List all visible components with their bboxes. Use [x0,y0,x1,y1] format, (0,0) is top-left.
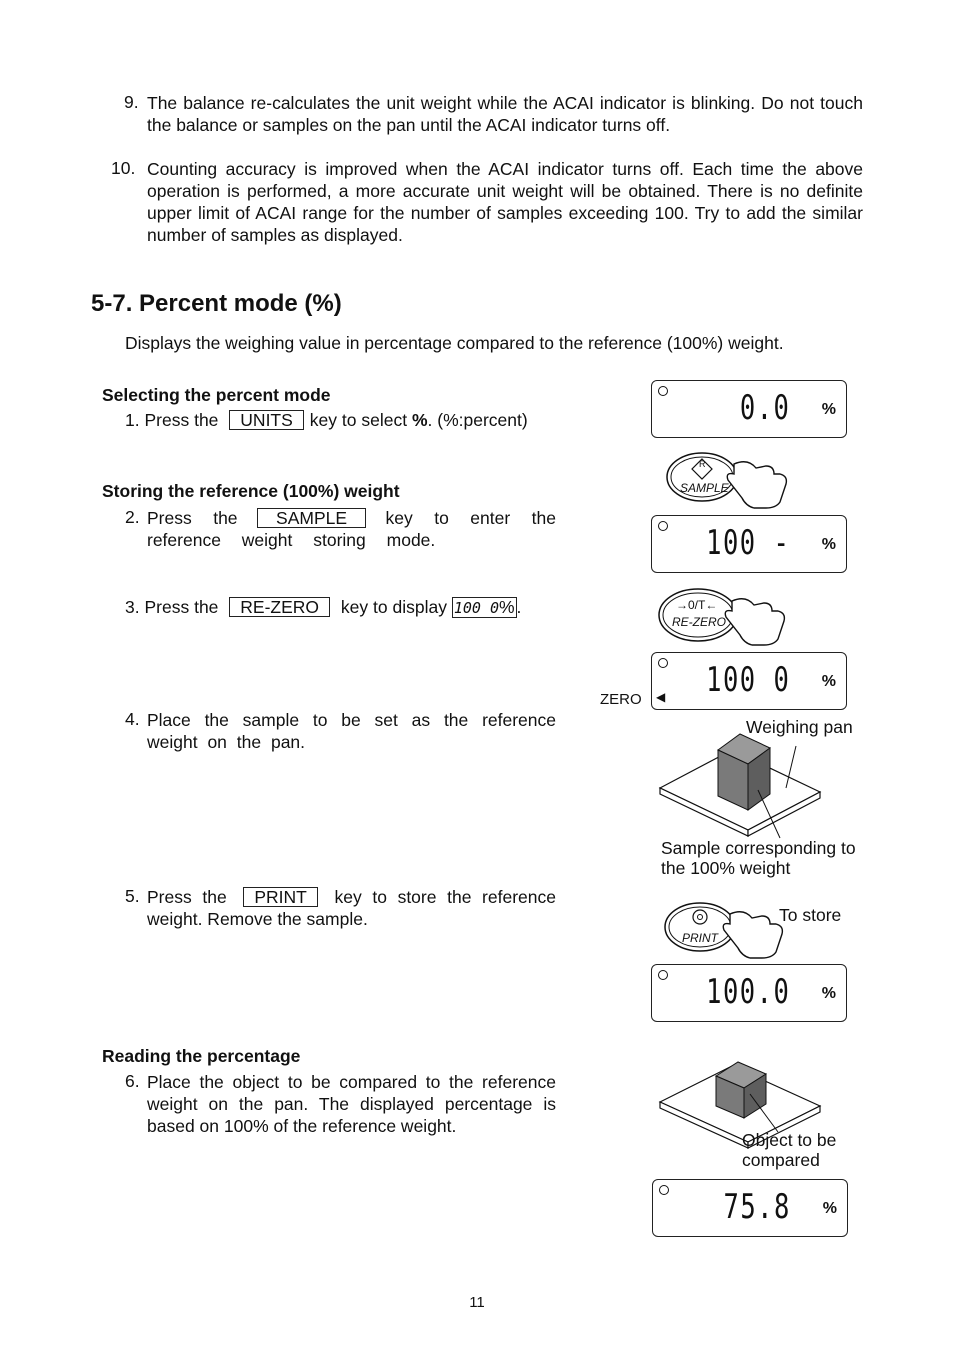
lcd-unit: % [821,401,836,418]
print-button-illustration [662,900,790,958]
lcd-value: 0.0 [739,388,790,428]
re-zero-button-symbol: →0/T← [676,598,718,612]
lcd-display [652,1179,848,1237]
inline-display [452,597,517,618]
step-number: 2. [125,507,140,527]
print-key: PRINT [243,887,318,907]
step-1 [125,410,528,431]
stable-indicator [658,386,668,396]
zero-label: ZERO [600,691,642,708]
step-text: Press the [144,597,219,617]
lcd-unit: % [821,673,836,690]
stable-indicator [658,658,668,668]
item-9-text: The balance re-calculates the unit weight while the ACAI indicator is blinking. Do not touch the balance or samples on the pan until the ACAI indicator turns off. [147,93,863,135]
step-3 [125,597,521,618]
step-6-text: Place the object to be compared to the reference weight on the pan. The displayed percentage is based on 100% of the reference weight. [147,1072,556,1136]
lcd-unit: % [821,536,836,553]
step-text: . [516,597,522,617]
step-number: 5. [125,886,140,906]
lcd-unit: % [821,985,836,1002]
page-number: 11 [469,1294,485,1311]
stable-indicator [658,521,668,531]
item-number: 10. [111,158,136,178]
subsection-title: Reading the percentage [102,1046,301,1066]
section-intro: Displays the weighing value in percentage compared to the reference (100%) weight. [125,333,784,353]
item-number: 9. [124,92,139,112]
step-text: Press the [147,508,238,528]
stable-indicator [659,1185,669,1195]
step-2 [147,507,556,551]
step-number: 6. [125,1071,140,1091]
subsection-title: Selecting the percent mode [102,385,331,405]
sample-key: SAMPLE [257,508,366,528]
step-text: Press the [147,887,227,907]
inline-display-value: 100 0 [453,599,499,617]
stable-indicator [658,970,668,980]
step-text: key to enter the reference weight storing mode. [147,508,556,550]
lcd-display [651,380,847,438]
lcd-value: 100.0 [705,972,790,1012]
inline-display-unit: % [498,597,515,617]
lcd-value: 100 0 [705,660,790,700]
step-text: Press the [144,410,219,430]
step-number: 3. [125,597,140,617]
step-text: key to store the reference weight. Remove the sample. [147,887,556,929]
step-number: 4. [125,709,140,729]
step-4-text: Place the sample to be set as the reference weight on the pan. [147,710,556,752]
sample-button-label: SAMPLE [680,481,729,495]
lcd-value: 75.8 [723,1187,791,1227]
step-text: key to display [340,597,447,617]
lcd-unit: % [822,1200,837,1217]
lcd-display [651,515,847,573]
sample-button-illustration [664,450,794,508]
step-5 [147,886,556,930]
sample-button-symbol: R [699,459,706,469]
item-10-text: Counting accuracy is improved when the ACAI indicator turns off. Each time the above operation is performed, a more accurate unit weight will be obtained. There is no definite upper limit of ACAI range for the number of samples exceeding 100. Try to add the similar number of samples as displayed. [147,159,863,245]
lcd-value: 100 - [705,523,790,563]
object-label: Object to be compared [742,1130,837,1170]
weighing-pan-label: Weighing pan [746,717,853,737]
lcd-display [651,652,847,710]
step-text: . (%:percent) [427,410,528,430]
step-number: 1. [125,410,140,430]
weighing-pan-illustration [660,730,825,840]
zero-arrow-icon: ◀ [656,690,666,704]
sample-label: Sample corresponding to the 100% weight [661,838,856,878]
re-zero-button-label: RE-ZERO [672,615,726,629]
step-text: key to select [309,410,408,430]
percent-symbol: % [411,410,428,430]
print-button-label: PRINT [682,931,718,945]
section-title: 5-7. Percent mode (%) [91,290,342,317]
units-key: UNITS [229,410,304,430]
to-store-label: To store [779,905,842,925]
lcd-display [651,964,847,1022]
re-zero-key: RE-ZERO [229,597,330,617]
subsection-title: Storing the reference (100%) weight [102,481,400,501]
